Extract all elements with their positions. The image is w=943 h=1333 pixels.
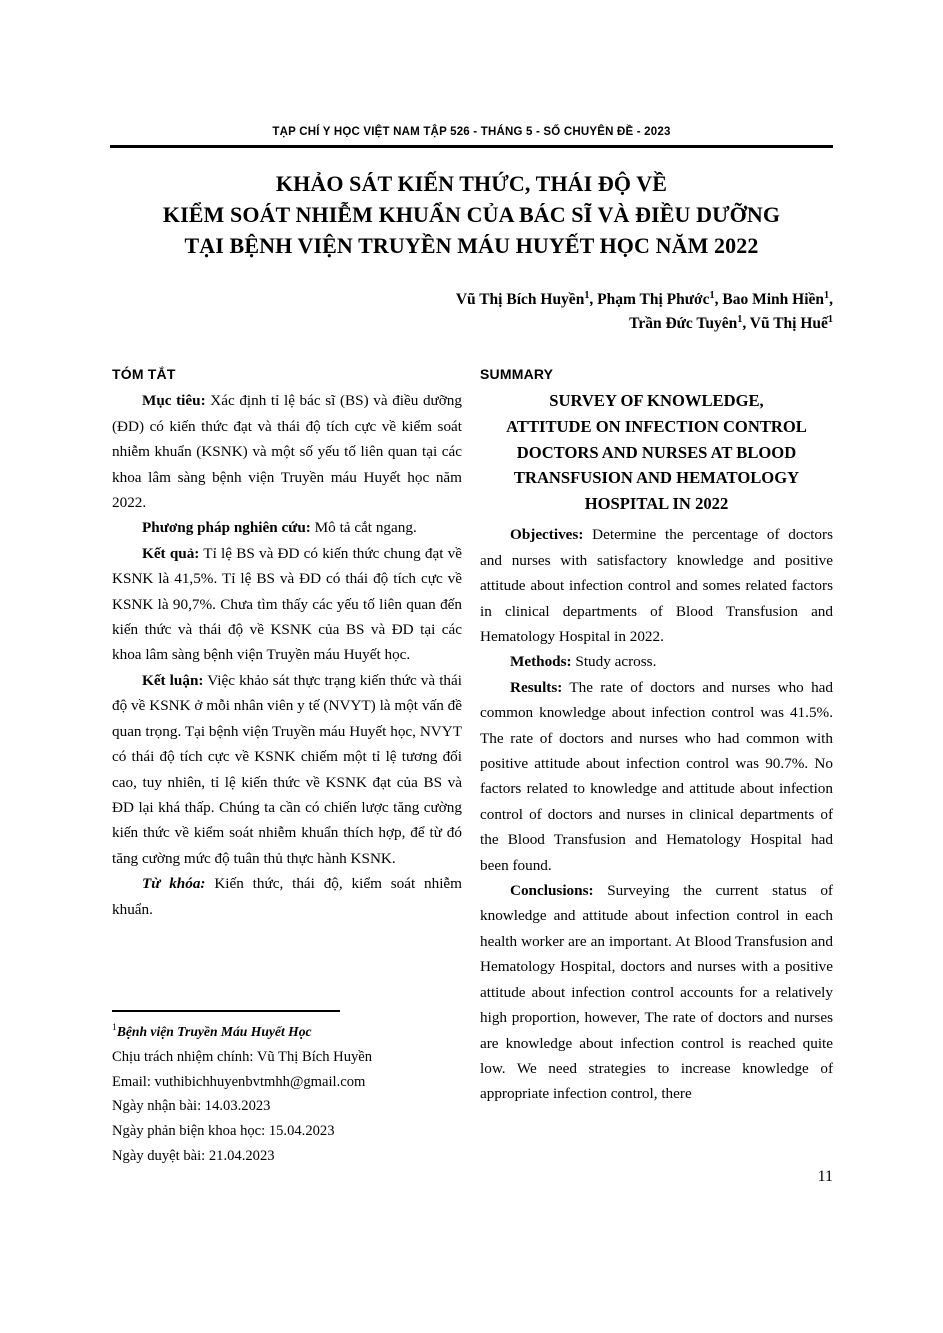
author-name-4: Trần Đức Tuyên (629, 315, 738, 332)
page-number: 11 (817, 1168, 833, 1185)
abstract-vi-results-label: Kết quả: (142, 544, 200, 562)
abstract-vietnamese-heading: TÓM TẮT (112, 366, 176, 382)
abstract-en-methods-label: Methods: (510, 653, 572, 671)
english-title-line-5: HOSPITAL IN 2022 (584, 493, 729, 513)
abstract-vi-results-text: Tỉ lệ BS và ĐD có kiến thức chung đạt về KSNK là 41,5%. Tỉ lệ BS và ĐD có thái độ tích cực về KSNK là 90,7%. Chưa tìm thấy các yếu tố liên quan đến kiến thức và thái độ về KSNK của BS và ĐD tại các khoa lâm sàng bệnh viện Truyền máu Huyết học. (112, 544, 462, 664)
abstract-en-conclusions-text: Surveying the current status of knowledge and attitude about infection control in each health worker are an important. At Blood Transfusion and Hematology Hospital, doctors and nurses with a positive attitude about infection control accounts for a relatively high proportion, however, The rate of doctors and nurses are knowledge about infection control is reached quite low. We need strategies to increase knowledge of appropriate infection control, there (480, 882, 833, 1103)
footnote-block (112, 1020, 462, 1169)
header-rule (110, 145, 833, 148)
author-name-1: Vũ Thị Bích Huyền (455, 291, 585, 308)
author-affiliation-marker-5: 1 (827, 313, 833, 325)
abstract-vi-methods-text: Mô tả cắt ngang. (310, 519, 417, 537)
footnote-email[interactable]: Email: vuthibichhuyenbvtmhh@gmail.com (112, 1073, 366, 1090)
article-title-line-3: TẠI BỆNH VIỆN TRUYỀN MÁU HUYẾT HỌC NĂM 2022 (184, 233, 759, 258)
abstract-vi-keywords-label: Từ khóa: (142, 875, 206, 893)
running-header: TẠP CHÍ Y HỌC VIỆT NAM TẬP 526 - THÁNG 5 - SỐ CHUYÊN ĐỀ - 2023 (272, 126, 671, 138)
footnote-corresponding-author: Chịu trách nhiệm chính: Vũ Thị Bích Huyền (112, 1048, 373, 1065)
abstract-vi-conclusion-text: Việc khảo sát thực trạng kiến thức và thái độ về KSNK ở mỗi nhân viên y tế (NVYT) là một vấn đề quan trọng. Tại bệnh viện Truyền máu Huyết học, NVYT có thái độ tích cực về KSNK chiếm một tỉ lệ tương đối cao, tuy nhiên, tỉ lệ kiến thức về KSNK đạt của BS và ĐD lại khá thấp. Chúng ta cần có chiến lược tăng cường kiến thức về kiểm soát nhiễm khuẩn thích hợp, để từ đó tăng cường mức độ tuân thủ thực hành KSNK. (112, 671, 462, 867)
author-line-1-tail: , (829, 291, 833, 308)
abstract-vi-keywords (112, 871, 462, 922)
abstract-vi-methods (112, 515, 462, 540)
article-title (110, 168, 833, 261)
abstract-en-results-label: Results: (510, 678, 563, 696)
abstract-en-objectives-label: Objectives: (510, 526, 584, 544)
abstract-en-methods-text: Study across. (571, 653, 657, 671)
author-line-1 (110, 288, 833, 312)
author-affiliation-marker-3: 1 (824, 289, 830, 301)
author-name-5: , Vũ Thị Huế (742, 315, 828, 332)
footnote-affiliation-marker: 1 (112, 1022, 117, 1034)
footnote-reviewed-date: Ngày phản biện khoa học: 15.04.2023 (112, 1123, 335, 1140)
abstract-vietnamese-column (112, 362, 462, 922)
english-title-line-2: ATTITUDE ON INFECTION CONTROL (506, 417, 807, 436)
abstract-vi-objective-label: Mục tiêu: (142, 392, 206, 410)
author-name-3: , Bao Minh Hiền (714, 291, 825, 308)
abstract-en-objectives-text: Determine the percentage of doctors and nurses with satisfactory knowledge and positive attitude about infection control and somes related factors in clinical departments of Blood Transfusion and Hematology Hospital in 2022. (480, 526, 833, 645)
footnote-accepted-date: Ngày duyệt bài: 21.04.2023 (112, 1147, 275, 1164)
author-affiliation-marker-1: 1 (584, 289, 590, 301)
abstract-en-results (480, 675, 833, 878)
footnote-separator-rule (112, 1010, 340, 1012)
abstract-en-methods (480, 649, 833, 674)
footnote-received-date: Ngày nhận bài: 14.03.2023 (112, 1098, 271, 1115)
author-affiliation-marker-2: 1 (709, 289, 715, 301)
abstract-vi-conclusion-label: Kết luận: (142, 671, 204, 689)
abstract-en-conclusions (480, 878, 833, 1107)
abstract-vi-results (112, 541, 462, 668)
article-title-line-1: KHẢO SÁT KIẾN THỨC, THÁI ĐỘ VỀ (275, 171, 668, 196)
footnote-affiliation-text: Bệnh viện Truyền Máu Huyết Học (116, 1024, 312, 1039)
abstract-vi-keywords-text: Kiến thức, thái độ, kiểm soát nhiễm khuẩn. (112, 875, 462, 918)
abstract-vi-objective-text: Xác định tỉ lệ bác sĩ (BS) và điều dưỡng (ĐD) có kiến thức đạt và thái độ tích cực về kiểm soát nhiễm khuẩn (KSNK) và một số yếu tố liên quan tại các khoa lâm sàng bệnh viện Truyền máu Huyết học năm 2022. (112, 392, 462, 512)
abstract-en-results-text: The rate of doctors and nurses who had common knowledge about infection control was 41.5%. The rate of doctors and nurses who had common with positive attitude about infection control was 90.7%. No factors related to knowledge and attitude about infection control of doctors and nurses in clinical departments of the Blood Transfusion and Hematology Hospital had been found. (480, 678, 833, 874)
english-title-line-4: TRANSFUSION AND HEMATOLOGY (513, 468, 800, 488)
abstract-english-column (480, 362, 833, 1107)
english-title-line-3: DOCTORS AND NURSES AT BLOOD (516, 442, 797, 462)
footnote-affiliation (112, 1020, 462, 1045)
article-title-line-2: KIỂM SOÁT NHIỄM KHUẨN CỦA BÁC SĨ VÀ ĐIỀU DƯỠNG (162, 202, 781, 227)
abstract-english-heading: SUMMARY (480, 366, 554, 382)
author-list (110, 288, 833, 336)
author-name-2: , Phạm Thị Phước (589, 291, 710, 308)
abstract-vi-methods-label: Phương pháp nghiên cứu: (142, 519, 311, 537)
english-title (480, 388, 833, 516)
abstract-vi-objective (112, 388, 462, 515)
author-affiliation-marker-4: 1 (737, 313, 743, 325)
author-line-2 (110, 312, 833, 336)
english-title-line-1: SURVEY OF KNOWLEDGE, (549, 391, 764, 411)
abstract-en-conclusions-label: Conclusions: (510, 882, 594, 900)
abstract-en-objectives (480, 522, 833, 649)
abstract-vi-conclusion (112, 668, 462, 871)
